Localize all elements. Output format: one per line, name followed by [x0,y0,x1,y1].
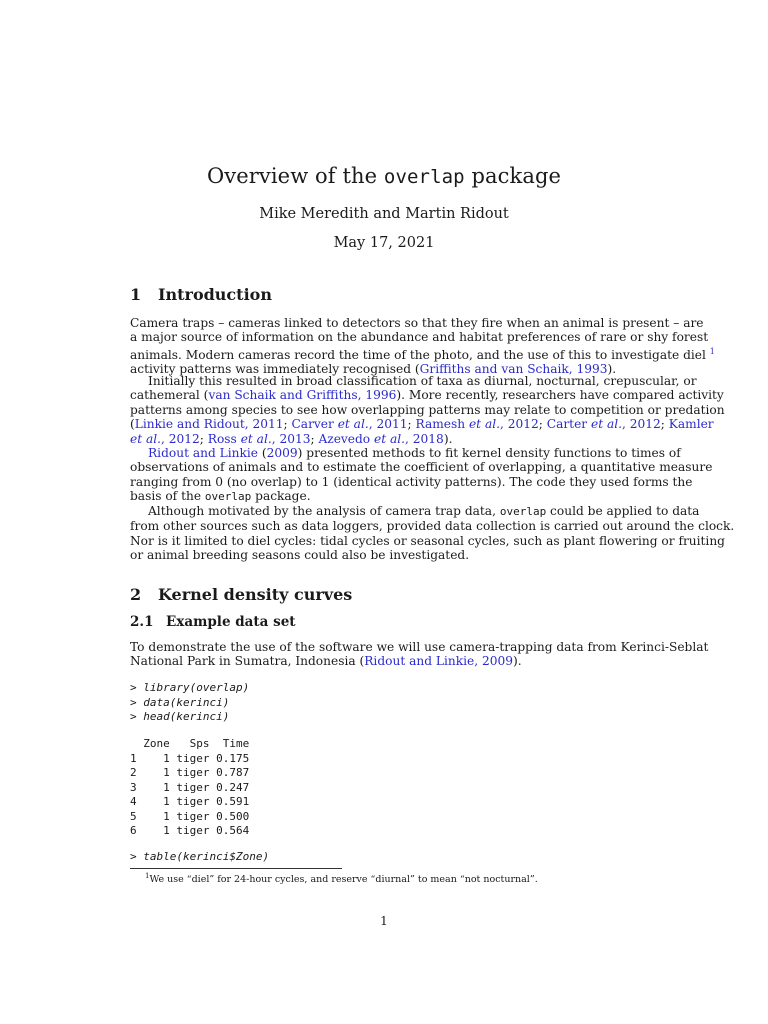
citation-link[interactable]: Ridout and Linkie [148,446,258,460]
citation-link[interactable]: Ramesh et al., 2012 [415,417,539,432]
citation-link[interactable]: 2009 [266,446,298,460]
table-row: 6 1 tiger 0.564 [130,824,250,837]
table-row: 3 1 tiger 0.247 [130,780,250,794]
citation-link[interactable]: van Schaik and Griffiths, 1996 [208,388,397,403]
output-table: Zone Sps Time 1 1 tiger 0.175 2 1 tiger 0.787 3 1 tiger 0.247 4 1 tiger 0.591 5 1 tiger 0.500 6 1 tiger 0.564 [130,737,250,837]
table-row: 1 1 tiger 0.175 [130,751,250,765]
section-heading-introduction: 1 Introduction [130,285,272,304]
citation-link[interactable]: Griffiths and van Schaik, 1993 [419,362,608,377]
footnote: $^1$We use “diel” for 24-hour cycles, and reserve “diurnal” to mean “not nocturnal”. [145,872,538,886]
inline-code: overlap [204,490,252,504]
table-row: 2 1 tiger 0.787 [130,766,250,779]
title-code: overlap [383,166,465,188]
code-block-2: > table(kerinci$Zone) [130,850,270,863]
intro-paragraph-1: Camera traps – cameras linked to detectors so that they fire when an animal is present – are a major source of information on the abundance and habitat preferences of rare or shy forest animals. Modern cameras record the time of the photo, and the use of this to investigate diel $^1$ activity patterns was immediately recognised (Griffiths and van Schaik, 1993). [130,316,715,377]
table-row: 4 1 tiger 0.591 [130,795,250,808]
citation-link[interactable]: Carver et al., 2011 [291,417,408,432]
intro-paragraph-3: Ridout and Linkie (2009) presented methods to fit kernel density functions to times of observations of animals and to estimate the coefficient of overlapping, a quantitative measure ranging from 0 (no overlap) to 1 (identical activity patterns). The code they used forms the basis of the overlap package. [130,446,713,504]
citation-link[interactable]: Ridout and Linkie, 2009 [364,654,513,669]
intro-paragraph-2: Initially this resulted in broad classification of taxa as diurnal, nocturnal, crepuscular, or cathemeral (van Schaik and Griffiths, 1996). More recently, researchers have compared activity patterns among species to see how overlapping patterns may relate to competition or predation (Linkie and Ridout, 2011; Carver et al., 2011; Ramesh et al., 2012; Carter et al., 2012; Kamler et al., 2012; Ross et al., 2013; Azevedo et al., 2018). [130,374,725,446]
authors: Mike Meredith and Martin Ridout [259,206,509,222]
inline-code: overlap [499,505,547,518]
citation-link[interactable]: Ross et al., 2013 [207,431,311,446]
footnote-rule [130,868,342,869]
citation-link[interactable]: Carter et al., 2012 [546,417,661,432]
table-row: 5 1 tiger 0.500 [130,809,250,823]
citation-link[interactable]: Azevedo et al., 2018 [318,431,444,446]
document-title: Overview of the overlap package [206,164,562,188]
kernel-paragraph-1: To demonstrate the use of the software we will use camera-trapping data from Kerinci-Seblat National Park in Sumatra, Indonesia (Ridout and Linkie, 2009). [130,640,709,669]
intro-paragraph-4: Although motivated by the analysis of camera trap data, overlap could be applied to data from other sources such as data loggers, provided data collection is carried out around the clock. Nor is it limited to diel cycles: tidal cycles or seasonal cycles, such as plant flowering or fruiting or animal breeding seasons could also be investigated. [130,504,735,563]
citation-link[interactable]: et al., 2012 [130,431,200,446]
footnote-ref-link[interactable]: 1 [709,346,715,356]
code-block-1: > library(overlap) > data(kerinci) > head(kerinci) [130,681,250,723]
subsection-heading-example-data: 2.1 Example data set [130,614,296,630]
section-heading-kernel-density: 2 Kernel density curves [130,585,353,604]
citation-link[interactable]: Linkie and Ridout, 2011 [134,417,284,432]
citation-link[interactable]: Kamler [668,417,714,432]
date: May 17, 2021 [333,235,435,251]
page-number: 1 [380,914,388,928]
